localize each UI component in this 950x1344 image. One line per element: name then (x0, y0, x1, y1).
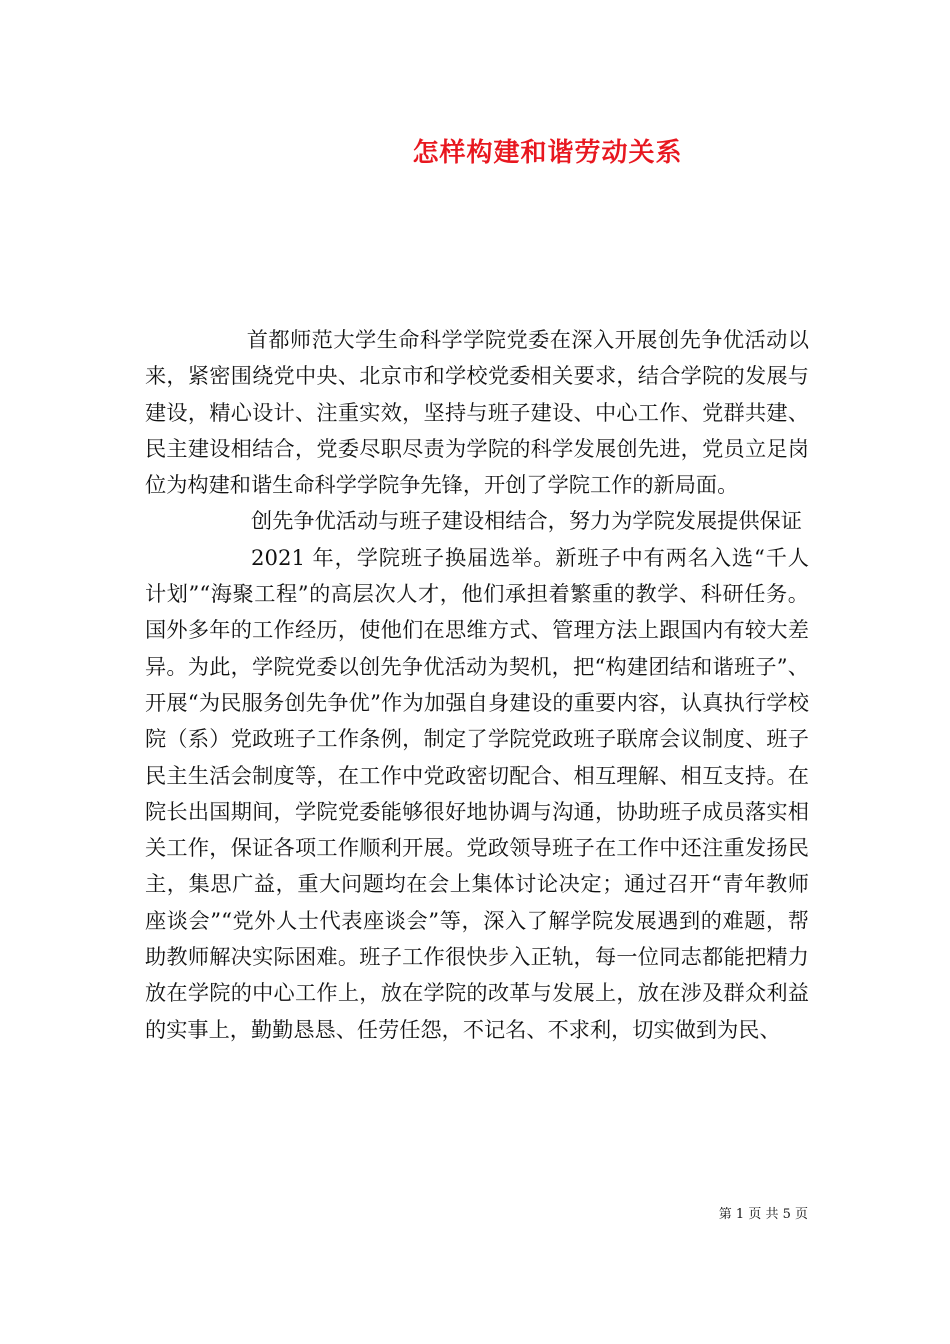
page-number: 第 1 页 共 5 页 (718, 1207, 808, 1222)
document-title: 怎样构建和谐劳动关系 (412, 138, 683, 168)
document-body (145, 322, 809, 1048)
paragraph-body: 2021 年，学院班子换届选举。新班子中有两名入选“千人计划”“海聚工程”的高层次人才，他们承担着繁重的教学、科研任务。国外多年的工作经历，使他们在思维方式、管理方法上跟国内有较大差异。为此，学院党委以创先争优活动为契机，把“构建团结和谐班子”、开展“为民服务创先争优”作为加强自身建设的重要内容，认真执行学校院（系）党政班子工作条例，制定了学院党政班子联席会议制度、班子民主生活会制度等，在工作中党政密切配合、相互理解、相互支持。在院长出国期间，学院党委能够很好地协调与沟通，协助班子成员落实相关工作，保证各项工作顺利开展。党政领导班子在工作中还注重发扬民主，集思广益，重大问题均在会上集体讨论决定；通过召开“青年教师座谈会”“党外人士代表座谈会”等，深入了解学院发展遇到的难题，帮助教师解决实际困难。班子工作很快步入正轨，每一位同志都能把精力放在学院的中心工作上，放在学院的改革与发展上，放在涉及群众利益的实事上，勤勤恳恳、任劳任怨，不记名、不求利，切实做到为民、 (145, 544, 809, 1042)
section-heading: 创先争优活动与班子建设相结合，努力为学院发展提供保证 (251, 508, 802, 534)
paragraph-intro: 首都师范大学生命科学学院党委在深入开展创先争优活动以来，紧密围绕党中央、北京市和学校党委相关要求，结合学院的发展与建设，精心设计、注重实效，坚持与班子建设、中心工作、党群共建、民主建设相结合，党委尽职尽责为学院的科学发展创先进，党员立足岗位为构建和谐生命科学学院争先锋，开创了学院工作的新局面。 (145, 327, 809, 498)
